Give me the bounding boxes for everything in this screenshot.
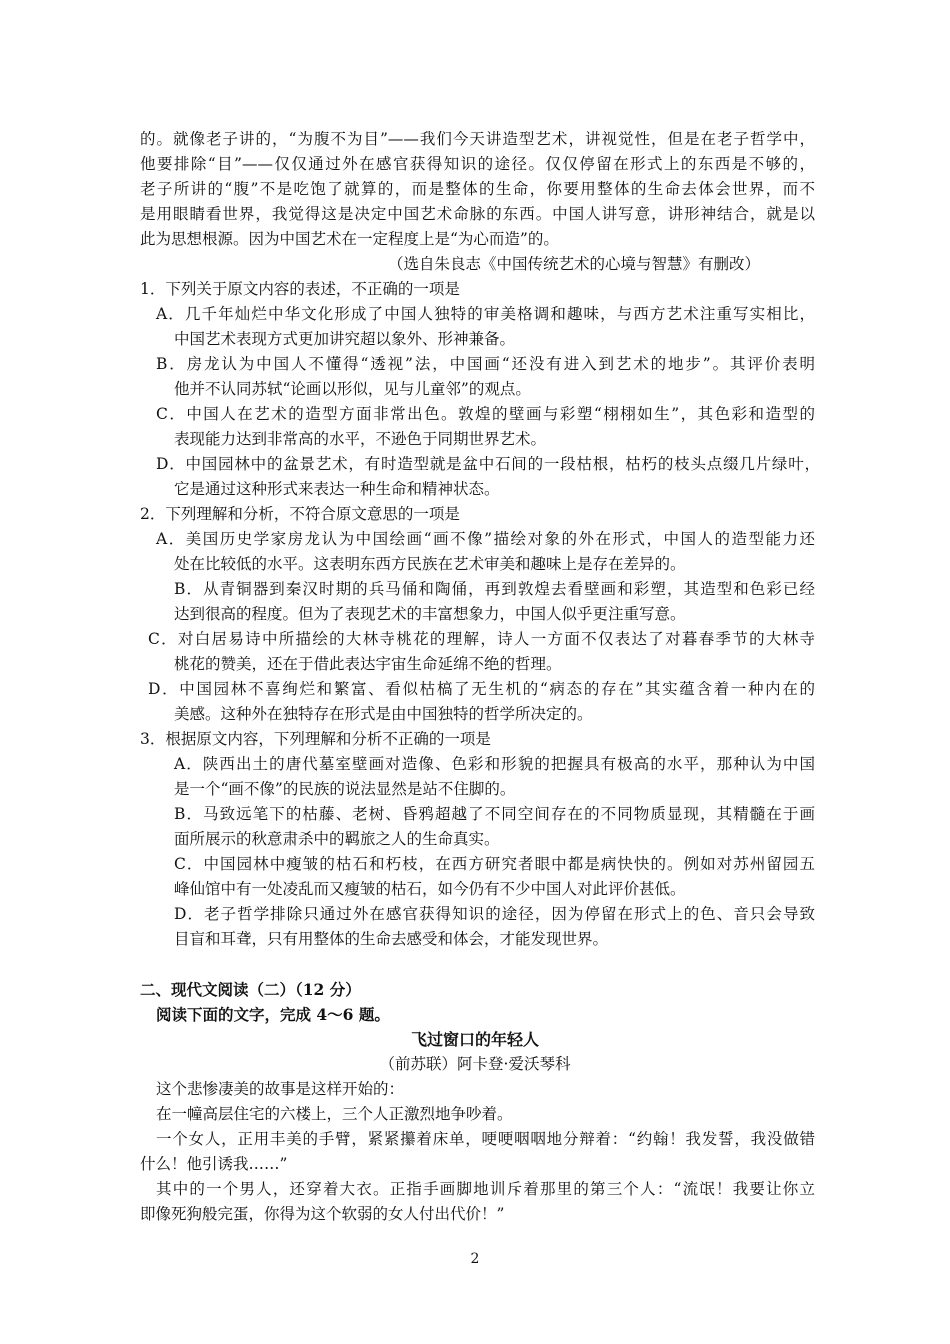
option-line: 达到很高的程度。但为了表现艺术的丰富想象力，中国人似乎更注重写意。 [174,605,686,623]
question-stem: 2．下列理解和分析，不符合原文意思的一项是 [140,505,460,523]
story-paragraph: 其中的一个男人，还穿着大衣。正指手画脚地训斥着那里的第三个人：“流氓！我要让你立 [156,1180,815,1198]
option-line: D．中国园林中的盆景艺术，有时造型就是盆中石间的一段枯根，枯朽的枝头点缀几片绿叶， [156,455,820,473]
passage-line: 是用眼睛看世界，我觉得这是决定中国艺术命脉的东西。中国人讲写意，讲形神结合，就是以 [140,205,815,223]
story-title: 飞过窗口的年轻人 [410,1030,539,1049]
option-line: A．美国历史学家房龙认为中国绘画“画不像”描绘对象的外在形式，中国人的造型能力还 [156,530,815,548]
option-line: C．中国园林中瘦皱的枯石和朽枝，在西方研究者眼中都是病快快的。例如对苏州留园五 [174,855,815,873]
story-paragraph: 这个悲惨凄美的故事是这样开始的： [156,1080,405,1098]
story-paragraph: 即像死狗般完蛋，你得为这个软弱的女人付出代价！” [140,1205,505,1223]
option-line: 目盲和耳聋，只有用整体的生命去感受和体会，才能发现世界。 [174,930,609,948]
section-instruction: 阅读下面的文字，完成 4～6 题。 [156,1005,390,1024]
passage-line: 他要排除“目”——仅仅通过外在感官获得知识的途径。仅仅停留在形式上的东西是不够的， [140,155,815,173]
question-stem: 1．下列关于原文内容的表述，不正确的一项是 [140,280,460,298]
option-line: A．陕西出土的唐代墓室壁画对造像、色彩和形貌的把握具有极高的水平，那种认为中国 [174,755,815,773]
story-paragraph: 什么！他引诱我……” [140,1155,288,1173]
option-line: 美感。这种外在独特存在形式是由中国独特的哲学所决定的。 [174,705,593,723]
question-stem: 3．根据原文内容，下列理解和分析不正确的一项是 [140,730,491,748]
option-line: 中国艺术表现方式更加讲究超以象外、形神兼备。 [174,330,516,348]
section-heading: 二、现代文阅读（二）（12 分） [140,980,361,999]
page-number: 2 [470,1251,480,1267]
passage-line: 此为思想根源。因为中国艺术在一定程度上是“为心而造”的。 [140,230,559,248]
option-line: 峰仙馆中有一处凌乱而又瘦皱的枯石，如今仍有不少中国人对此评价甚低。 [174,880,686,898]
option-line: B．房龙认为中国人不懂得“透视”法，中国画“还没有进入到艺术的地步”。其评价表明 [156,355,815,373]
story-paragraph: 在一幢高层住宅的六楼上，三个人正激烈地争吵着。 [156,1105,513,1123]
story-paragraph: 一个女人，正用丰美的手臂，紧紧攥着床单，哽哽咽咽地分辩着：“约翰！我发誓，我没做错 [156,1130,815,1148]
option-line: 面所展示的秋意肃杀中的羁旅之人的生命真实。 [174,830,500,848]
option-line: C．中国人在艺术的造型方面非常出色。敦煌的壁画与彩塑“栩栩如生”，其色彩和造型的 [156,405,815,423]
option-line: A．几千年灿烂中华文化形成了中国人独特的审美格调和趣味，与西方艺术注重写实相比， [156,305,815,323]
option-line: 它是通过这种形式来表达一种生命和精神状态。 [174,480,500,498]
option-line: B．马致远笔下的枯藤、老树、昏鸦超越了不同空间存在的不同物质显现，其精髓在于画 [174,805,815,823]
option-line: D．老子哲学排除只通过外在感官获得知识的途径，因为停留在形式上的色、音只会导致 [174,905,815,923]
option-line: B．从青铜器到秦汉时期的兵马俑和陶俑，再到敦煌去看壁画和彩塑，其造型和色彩已经 [174,580,815,598]
option-line: D．中国园林不喜绚烂和繁富、看似枯槁了无生机的“病态的存在”其实蕴含着一种内在的 [148,680,815,698]
option-line: 表现能力达到非常高的水平，不逊色于同期世界艺术。 [174,430,547,448]
passage-line: 老子所讲的“腹”不是吃饱了就算的，而是整体的生命，你要用整体的生命去体会世界，而不 [140,180,815,198]
option-line: 他并不认同苏轼“论画以形似，见与儿童邻”的观点。 [174,380,531,398]
passage-line: 的。就像老子讲的，“为腹不为目”——我们今天讲造型艺术，讲视觉性，但是在老子哲学中， [140,130,815,148]
option-line: C．对白居易诗中所描绘的大林寺桃花的理解，诗人一方面不仅表达了对暮春季节的大林寺 [148,630,815,648]
option-line: 桃花的赞美，还在于借此表达宇宙生命延绵不绝的哲理。 [174,655,562,673]
source-note: （选自朱良志《中国传统艺术的心境与智慧》有删改） [388,255,761,273]
option-line: 是一个“画不像”的民族的说法显然是站不住脚的。 [174,780,516,798]
option-line: 处在比较低的水平。这表明东西方民族在艺术审美和趣味上是存在差异的。 [174,555,686,573]
story-author: （前苏联）阿卡登·爱沃琴科 [379,1055,571,1073]
